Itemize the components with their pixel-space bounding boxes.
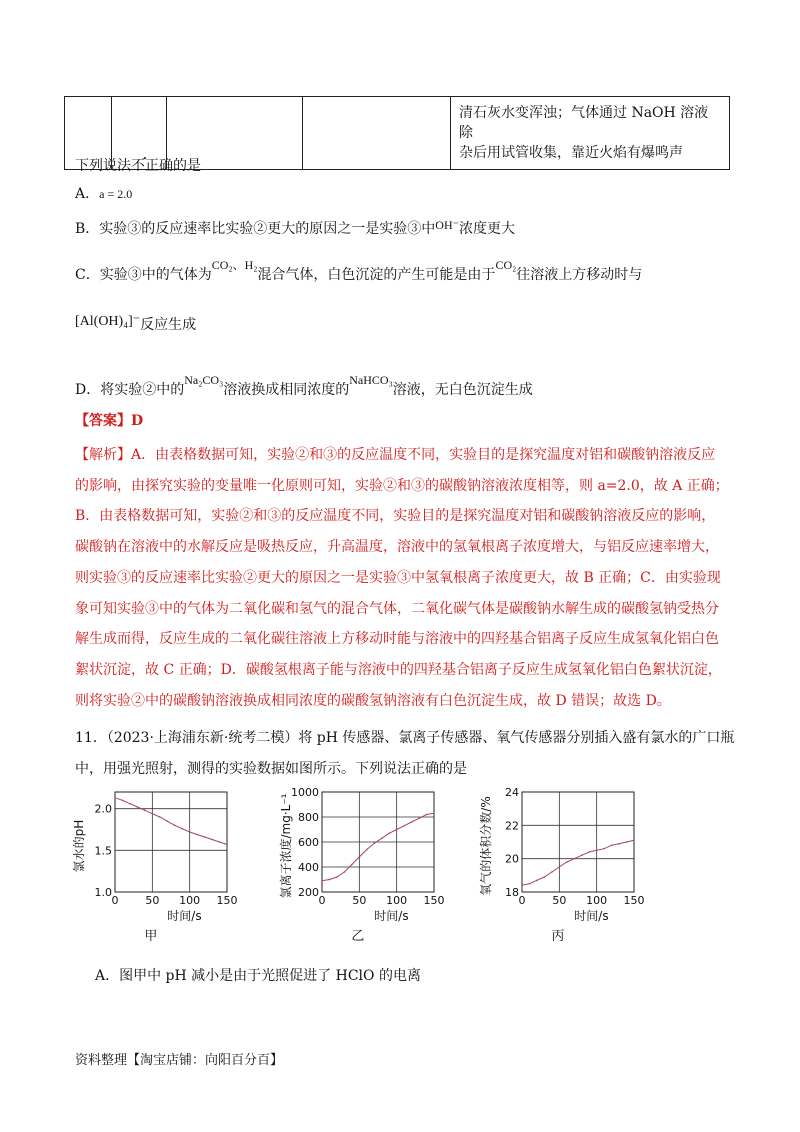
q10-stem-pre: 下列说法	[75, 158, 131, 174]
observation-line-1: 清石灰水变浑浊；气体通过 NaOH 溶液除	[459, 105, 709, 141]
data-point	[573, 858, 575, 860]
q10-option-b	[75, 215, 515, 239]
option-d-text-end: 溶液，无白色沉淀生成	[392, 382, 533, 398]
data-point	[174, 825, 176, 827]
option-d-text-mid: 溶液换成相同浓度的	[223, 382, 350, 398]
q10-option-c-cont	[75, 312, 196, 335]
data-point	[114, 797, 116, 799]
x-axis-label: 时间/s	[167, 909, 202, 923]
data-point	[159, 816, 161, 818]
data-point	[366, 849, 368, 851]
y-tick-label: 18	[505, 886, 519, 899]
data-series-line	[115, 798, 227, 845]
q11-option-a: A．图甲中 pH 减小是由于光照促进了 HClO 的电离	[95, 968, 421, 984]
plot-frame	[522, 792, 634, 892]
y-tick-label: 24	[505, 786, 519, 799]
data-point	[611, 845, 613, 847]
data-series-line	[522, 840, 634, 885]
option-d-text: D．将实验②中的	[75, 382, 185, 398]
y-axis-label: 氧气的体积分数/%	[479, 796, 493, 896]
data-point	[603, 848, 605, 850]
y-tick-label: 400	[298, 861, 319, 874]
q10-stem-post: 确的是	[159, 158, 201, 174]
analysis-line: B．由表格数据可知，实验②和③的反应温度不同，实验目的是探究温度对铝和碳酸钠溶液反应的影响，	[75, 508, 716, 525]
data-point	[588, 851, 590, 853]
y-tick-label: 600	[298, 836, 319, 849]
x-tick-label: 100	[586, 894, 608, 907]
data-point	[418, 817, 420, 819]
x-tick-label: 0	[111, 894, 119, 907]
y-tick-label: 20	[505, 852, 519, 866]
observation-line-2: 杂后用试管收集，靠近火焰有爆鸣声	[459, 145, 683, 161]
q11-stem-line-2: 中，用强光照射，测得的实验数据如图所示。下列说法正确的是	[75, 761, 467, 777]
x-tick-label: 100	[179, 894, 201, 907]
q10-stem	[75, 156, 201, 176]
data-series-line	[322, 813, 434, 881]
data-point	[144, 810, 146, 812]
option-c-text-end: 往溶液上方移动时与	[516, 267, 643, 283]
q10-stem-emphasis: 不正	[131, 158, 159, 174]
data-point	[633, 840, 635, 842]
chem-tetrahydroxoaluminate: [Al(OH)₄]⁻	[75, 314, 141, 329]
analysis-line: 则将实验②中的碳酸钠溶液换成相同浓度的碳酸氢钠溶液有白色沉淀生成，故 D 错误；故选 D。	[75, 692, 671, 709]
data-point	[551, 871, 553, 873]
data-point	[196, 834, 198, 836]
data-point	[373, 842, 375, 844]
option-c-tail: 反应生成	[140, 317, 197, 333]
data-point	[166, 820, 168, 822]
x-tick-label: 150	[623, 894, 645, 907]
data-point	[596, 850, 598, 852]
option-label: A．	[75, 186, 100, 202]
data-point	[581, 855, 583, 857]
x-tick-label: 150	[423, 894, 445, 907]
chem-co2-h2: CO₂、H₂	[211, 258, 258, 272]
data-point	[626, 841, 628, 843]
analysis	[75, 440, 729, 716]
data-point	[211, 839, 213, 841]
data-point	[129, 803, 131, 805]
y-tick-label: 1000	[291, 786, 319, 799]
q11-stem-line-1: 11．（2023·上海浦东新·统考二模）将 pH 传感器、氯离子传感器、氧气传感器分别插入盛有氯水的广口瓶	[75, 730, 735, 746]
data-point	[226, 844, 228, 846]
y-tick-label: 200	[298, 886, 319, 899]
option-b-text: B．实验③的反应速率比实验②更大的原因之一是实验③中	[75, 221, 436, 237]
chart-caption: 丙	[551, 929, 565, 944]
data-point	[521, 885, 523, 887]
data-point	[189, 831, 191, 833]
x-axis-label: 时间/s	[574, 909, 609, 923]
q10-option-c	[75, 255, 642, 285]
data-point	[559, 866, 561, 868]
data-point	[411, 821, 413, 823]
data-point	[433, 812, 435, 814]
data-point	[381, 837, 383, 839]
data-point	[396, 829, 398, 831]
x-tick-label: 150	[216, 894, 238, 907]
x-tick-label: 0	[318, 894, 326, 907]
data-point	[181, 828, 183, 830]
q10-option-a	[75, 184, 132, 204]
x-tick-label: 100	[386, 894, 408, 907]
plot-frame	[115, 792, 227, 892]
data-point	[359, 856, 361, 858]
data-point	[219, 841, 221, 843]
x-tick-label: 0	[518, 894, 526, 907]
q11-charts	[60, 782, 660, 952]
data-point	[618, 843, 620, 845]
data-point	[529, 883, 531, 885]
analysis-line: 碳酸钠在溶液中的水解反应是吸热反应，升高温度，溶液中的氢氧根离子浓度增大，与铝反应速率增大，	[75, 539, 719, 556]
answer: 【答案】D	[75, 413, 144, 429]
data-point	[204, 836, 206, 838]
option-b-text-end: 浓度更大	[458, 221, 515, 237]
data-point	[351, 864, 353, 866]
table-cell-observation	[451, 97, 730, 170]
chart-3	[478, 786, 645, 944]
chem-co2: CO₂	[495, 258, 517, 272]
option-c-text-mid: 混合气体，白色沉淀的产生可能是由于	[257, 267, 496, 283]
chart-caption: 甲	[144, 929, 158, 944]
analysis-line: 解生成而得，反应生成的二氧化碳往溶液上方移动时能与溶液中的四羟基合铝离子反应生成氢氧化铝白色	[75, 631, 719, 648]
x-tick-label: 50	[145, 894, 160, 907]
chem-sodium-carbonate: Na₂CO₃	[184, 373, 224, 387]
analysis-line: 【解析】A．由表格数据可知，实验②和③的反应温度不同，实验目的是探究温度对铝和碳酸钠溶液反应	[75, 447, 716, 463]
x-axis-label: 时间/s	[374, 909, 409, 923]
chem-sodium-bicarbonate: NaHCO₃	[349, 373, 393, 387]
data-point	[336, 876, 338, 878]
data-point	[536, 880, 538, 882]
data-point	[566, 861, 568, 863]
data-point	[321, 880, 323, 882]
y-tick-label: 2.0	[94, 802, 112, 816]
q10-option-d	[75, 370, 533, 400]
data-point	[388, 832, 390, 834]
analysis-line: 絮状沉淀，故 C 正确；D．碳酸氢根离子能与溶液中的四羟基合铝离子反应生成氢氧化铝白色絮状沉淀，	[75, 661, 722, 678]
chart-caption: 乙	[351, 929, 365, 944]
data-point	[137, 806, 139, 808]
chart-2	[278, 786, 445, 944]
analysis-line: 的影响，由探究实验的变量唯一化原则可知，实验②和③的碳酸钠溶液浓度相等，则 a=2.0，故 A 正确；	[75, 477, 729, 494]
data-point	[329, 879, 331, 881]
x-tick-label: 50	[352, 894, 367, 907]
y-tick-label: 22	[505, 819, 519, 833]
chem-hydroxide: OH⁻	[435, 218, 459, 232]
data-point	[426, 814, 428, 816]
y-axis-label: 氯离子浓度/mg·L⁻¹	[279, 793, 293, 899]
y-tick-label: 1.5	[94, 844, 112, 858]
footer-credit: 资料整理【淘宝店铺：向阳百分百】	[75, 1053, 284, 1068]
data-point	[152, 813, 154, 815]
chart-1	[71, 792, 238, 944]
table-cell	[303, 97, 451, 170]
option-a-text: a = 2.0	[99, 187, 133, 201]
data-point	[344, 871, 346, 873]
data-point	[544, 876, 546, 878]
analysis-line: 象可知实验③中的气体为二氧化碳和氢气的混合气体，二氧化碳气体是碳酸钠水解生成的碳酸氢钠受热分	[75, 600, 719, 617]
y-axis-label: 氯水的pH	[72, 819, 86, 873]
analysis-line: 则实验③的反应速率比实验②更大的原因之一是实验③中氢氧根离子浓度更大，故 B 正确；C．由实验现	[75, 569, 721, 586]
y-tick-label: 800	[298, 811, 319, 824]
y-tick-label: 1.0	[94, 886, 112, 899]
data-point	[122, 800, 124, 802]
option-c-text: C．实验③中的气体为	[75, 267, 212, 283]
data-point	[403, 825, 405, 827]
x-tick-label: 50	[552, 894, 567, 907]
